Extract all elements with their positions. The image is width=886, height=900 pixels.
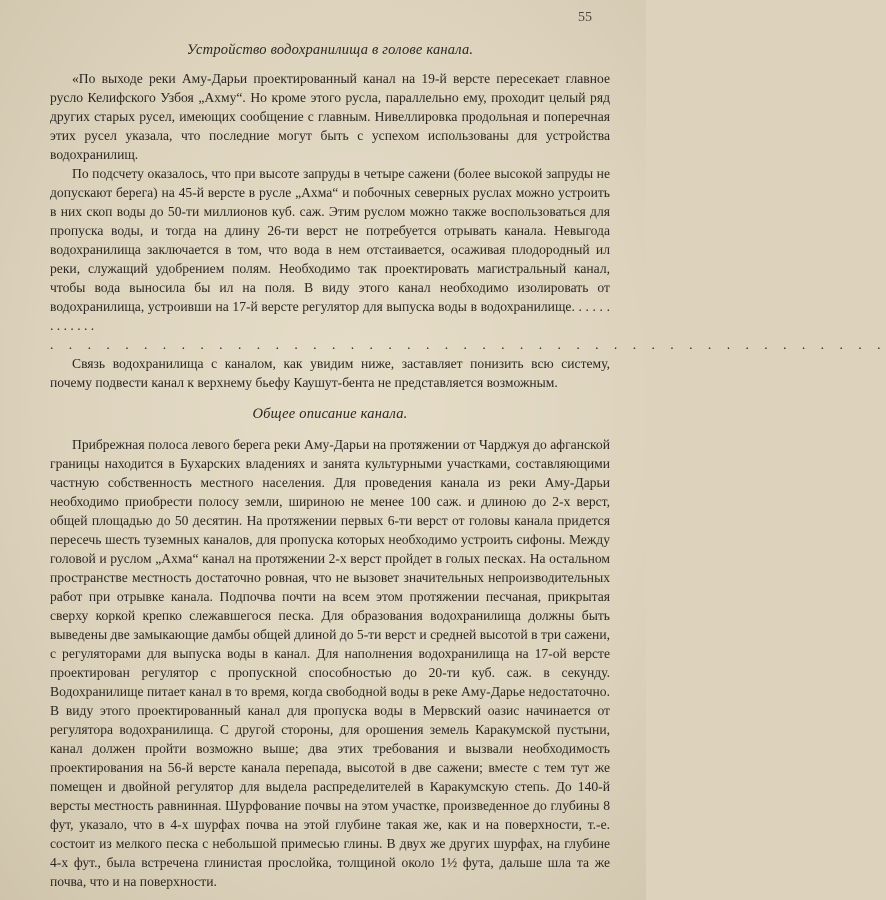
- section-heading-canal: Общее описание канала.: [252, 406, 408, 422]
- paragraph-1: «По выходе реки Аму-Дарьи проектированный канал на 19-й версте пересекает главное русло Келифского Узбоя „Ахму“. Но кроме этого русла, параллельно ему, проходит целый ряд других старых русел, имеющих сообщение с главным. Нивеллировка продольная и поперечная этих русел указала, что последние могут быть с успехом использованы для устройства водохранилищ.: [50, 71, 610, 162]
- paragraph-4: Прибрежная полоса левого берега реки Аму-Дарьи на протяжении от Чарджуя до афганской границы находится в Бухарских владениях и занята культурными участками, составляющими частную собственность местного населения. Для проведения канала из реки Аму-Дарьи необходимо приобрести полосу земли, шириною не менее 100 саж. и длиною до 2-х верст, общей площадью до 50 десятин. На протяжении первых 6-ти верст от головы канала придется пересечь шесть туземных каналов, для пропуска которых необходимо устроить сифоны. Между головой и руслом „Ахма“ канал на протяжении 2-х верст пройдет в голых песках. На остальном пространстве местность достаточно ровная, что не вызовет значительных непроизводительных работ при отрывке канала. Подпочва почти на всем этом протяжении песчаная, прикрытая сверху коркой крепко слежавшегося песка. Для образования водохранилища должны быть выведены две замыкающие дамбы общей длиной до 5-ти верст и средней высотой в три сажени, с регуляторами для выпуска воды в канал. Для наполнения водохранилища на 17-ой версте проектирован регулятор с пропускной способностью до 20-ти куб. саж. в секунду. Водохранилище питает канал в то время, когда свободной воды в реке Аму-Дарье недостаточно. В виду этого проектированный канал для пропуска воды в Мервский оазис начинается от регулятора водохранилища. С другой стороны, для орошения земель Каракумской пустыни, канал должен пройти возможно выше; два этих требования и вызвали необходимость проектирования на 56-й версте канала перепада, высотой в две сажени; вместе с тем тут же помещен и двойной регулятор для выдела распределителей в Каракумскую степь. До 140-й версты местность равнинная. Шурфование почвы на этом участке, произведенное до глубины 8 фут, указало, что в 4-х шурфах почва на этой глубине такая же, как и на поверхности, т.-е. состоит из мелкого песка с небольшой примесью глины. В двух же других шурфах, на глубине 4-х фут., была встречена глинистая прослойка, толщиной около 1½ фута, дальше шла та же почва, что и на поверхности.: [50, 437, 610, 889]
- paragraph-3: Связь водохранилища с каналом, как увидим ниже, заставляет понизить всю систему, почему подвести канал к верхнему бьефу Каушут-бента не представляется возможным.: [50, 356, 610, 390]
- paragraph-2: По подсчету оказалось, что при высоте запруды в четыре сажени (более высокой запруды не допускают берега) на 45-й версте в русле „Ахма“ и побочных северных руслах можно устроить в них скоп воды до 50-ти миллионов куб. саж. Этим руслом можно также воспользоваться для пропуска воды, и тогда на длину 26-ти верст не потребуется отрывать канала. Невыгода водохранилища заключается в том, что вода в нем отстаивается, осаживая плодородный ил реки, служащий удобрением полям. Необходимо так проектировать магистральный канал, чтобы вода выносила бы ил на поля. В виду этого канал необходимо изолировать от водохранилища, устроивши на 17-й версте регулятор для выпуска воды в водохранилище. . . . . . . . . . . . .: [50, 166, 610, 333]
- page-content: [50, 42, 886, 891]
- page-number: 55: [578, 10, 592, 25]
- ellipsis-line: . . . . . . . . . . . . . . . . . . . . . . . . . . . . . . . . . . . . . . . . . . . . .: [50, 337, 886, 352]
- section-heading-reservoir: Устройство водохранилища в голове канала.: [186, 42, 474, 58]
